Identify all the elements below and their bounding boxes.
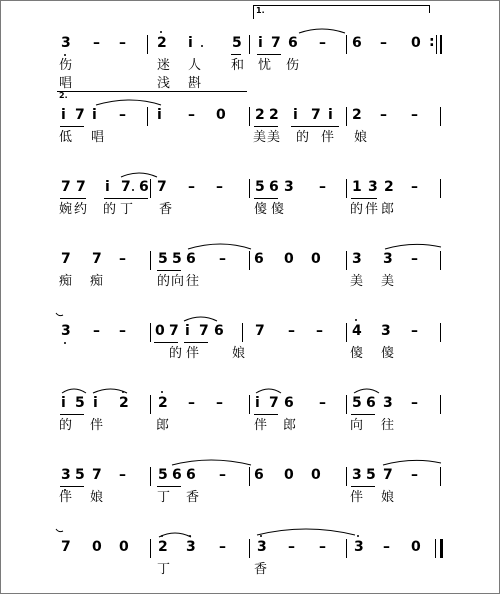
barline (346, 35, 347, 54)
note: 7 (269, 395, 279, 411)
volta-bracket (57, 91, 247, 92)
dash: – (411, 323, 418, 339)
underline (157, 270, 181, 271)
note: 7 (199, 323, 209, 339)
note: 3 (381, 323, 391, 339)
dash: – (219, 251, 226, 267)
note: 0 (155, 323, 165, 339)
staff-system-8 (1, 525, 499, 581)
barline (150, 395, 151, 414)
note: 7 (169, 323, 179, 339)
lyric: 伤 (286, 58, 300, 73)
note: i (157, 107, 162, 123)
note: 3 (61, 467, 71, 483)
note: 6 (288, 35, 298, 51)
underline (254, 198, 278, 199)
lyric: 浅 (157, 76, 171, 91)
barline (346, 467, 347, 486)
lyric: 的 (59, 418, 73, 433)
note: 5 (158, 251, 168, 267)
dash: – (316, 323, 323, 339)
lyric: 往 (381, 418, 395, 433)
lyric: 的 (350, 202, 364, 217)
note: 7 (311, 107, 321, 123)
high-dot (160, 31, 162, 33)
note: i (61, 107, 66, 123)
lyric: 傻 (271, 202, 285, 217)
lyric: 美 (267, 130, 281, 145)
volta-label: 2. (59, 91, 68, 100)
note: 3 (352, 251, 362, 267)
note: 2 (255, 107, 265, 123)
lyric: 的 (103, 202, 117, 217)
dash: – (188, 179, 195, 195)
barline (440, 179, 441, 198)
note: 6 (284, 395, 294, 411)
lyric: 娘 (354, 130, 368, 145)
barline (150, 323, 151, 342)
note: 3 (257, 539, 267, 555)
dash: – (119, 323, 126, 339)
dash: – (319, 539, 326, 555)
lyric: 向 (171, 274, 185, 289)
dash: – (188, 107, 195, 123)
note: 7 (383, 467, 393, 483)
lyric: 的 (157, 274, 171, 289)
note: 5 (255, 179, 265, 195)
barline (150, 179, 151, 198)
high-dot (189, 535, 191, 537)
lyric: 伴 (90, 418, 104, 433)
barline (346, 323, 347, 342)
underline (60, 198, 86, 199)
lyric: 低 (59, 130, 73, 145)
dot (132, 189, 134, 191)
note: i (92, 107, 97, 123)
lyric: 傻 (350, 346, 364, 361)
lyric: 伴 (365, 202, 379, 217)
lyric: 美 (350, 274, 364, 289)
dash: – (411, 179, 418, 195)
lyric: 郎 (283, 418, 297, 433)
note: 7 (61, 179, 71, 195)
lyric: 人 (188, 58, 202, 73)
note: i (185, 323, 190, 339)
note: i (93, 395, 98, 411)
low-dot (64, 54, 66, 56)
note: 5 (232, 35, 242, 51)
note: 5 (366, 467, 376, 483)
lyric: 伴 (59, 490, 73, 505)
dash: – (411, 107, 418, 123)
lyric: 郎 (156, 418, 170, 433)
note: 5 (158, 467, 168, 483)
volta-bracket (253, 5, 254, 19)
lyric: 唱 (59, 76, 73, 91)
note: 0 (92, 539, 102, 555)
high-dot (357, 535, 359, 537)
staff-system-1 (1, 6, 499, 91)
dash: – (411, 467, 418, 483)
lyric: 郎 (381, 202, 395, 217)
underline (184, 342, 208, 343)
note: 3 (383, 395, 393, 411)
note: 7 (92, 467, 102, 483)
slur-marks (1, 21, 499, 77)
note: 3 (383, 251, 393, 267)
note: i (255, 395, 260, 411)
lyric: 美 (253, 130, 267, 145)
note: 0 (311, 251, 321, 267)
barline (150, 539, 151, 558)
underline (104, 198, 148, 199)
lyric: 唱 (91, 130, 105, 145)
lyric: 香 (159, 202, 173, 217)
lyric: 痴 (59, 274, 73, 289)
dash: – (119, 107, 126, 123)
barline (249, 35, 250, 54)
lyric: 伴 (321, 130, 335, 145)
lyric: 美 (381, 274, 395, 289)
lyric: 向 (350, 418, 364, 433)
barline (249, 107, 250, 126)
low-dot (64, 342, 66, 344)
note: i (105, 179, 110, 195)
barline (249, 467, 250, 486)
note: 5 (172, 251, 182, 267)
note: 0 (119, 539, 129, 555)
note: 2 (384, 179, 394, 195)
note: 5 (75, 395, 85, 411)
high-dot (161, 391, 163, 393)
barline (346, 395, 347, 414)
note: 5 (352, 395, 362, 411)
underline (154, 342, 178, 343)
barline (440, 467, 441, 486)
dash: – (216, 179, 223, 195)
lyric: 往 (186, 274, 200, 289)
note: 0 (216, 107, 226, 123)
final-barline (435, 539, 436, 558)
barline (440, 251, 441, 270)
dash: – (188, 395, 195, 411)
note: 7 (157, 179, 167, 195)
dash: – (288, 323, 295, 339)
note: 3 (61, 323, 71, 339)
dash: – (119, 467, 126, 483)
note: 3 (186, 539, 196, 555)
underline (254, 126, 278, 127)
dash: – (319, 35, 326, 51)
barline (249, 539, 250, 558)
dash: – (219, 539, 226, 555)
lyric: 丁 (157, 490, 171, 505)
note: 6 (186, 251, 196, 267)
note: 5 (75, 467, 85, 483)
underline (231, 54, 241, 55)
final-barline-thick (440, 539, 443, 558)
dash: – (383, 539, 390, 555)
note: 6 (254, 251, 264, 267)
dash: – (93, 35, 100, 51)
note: 2 (158, 395, 168, 411)
barline (147, 107, 148, 126)
dash: – (219, 467, 226, 483)
underline (351, 414, 375, 415)
staff-system-4 (1, 237, 499, 293)
note: 3 (61, 35, 71, 51)
barline (440, 107, 441, 126)
lyric: 傻 (381, 346, 395, 361)
barline (150, 467, 151, 486)
note: 0 (284, 251, 294, 267)
underline (351, 198, 377, 199)
barline (346, 539, 347, 558)
staff-system-3 (1, 165, 499, 221)
lyric: 娘 (90, 490, 104, 505)
lyric: 伴 (254, 418, 268, 433)
note: 3 (284, 179, 294, 195)
barline (249, 395, 250, 414)
lyric: 忧 (258, 58, 272, 73)
high-dot (355, 319, 357, 321)
underline (254, 414, 278, 415)
barline-thick (440, 35, 442, 54)
note: 6 (139, 179, 149, 195)
barline (147, 35, 148, 54)
dash: – (119, 251, 126, 267)
barline (249, 251, 250, 270)
lyric: 伴 (186, 346, 200, 361)
barline (249, 179, 250, 198)
note: 2 (158, 539, 168, 555)
lyric: 丁 (120, 202, 134, 217)
note: 6 (254, 467, 264, 483)
barline (346, 251, 347, 270)
dash: – (216, 395, 223, 411)
note: 7 (121, 179, 131, 195)
note: i (258, 35, 263, 51)
lyric: 婉 (59, 202, 73, 217)
lyric: 香 (186, 490, 200, 505)
note: 0 (311, 467, 321, 483)
lyric: 的 (169, 346, 183, 361)
note: 2 (157, 35, 167, 51)
staff-system-5 (1, 309, 499, 365)
staff-system-2 (1, 93, 499, 149)
note: 2 (269, 107, 279, 123)
underline (60, 126, 84, 127)
underline (351, 486, 375, 487)
high-dot (260, 535, 262, 537)
note: 4 (352, 323, 362, 339)
lyric: 香 (254, 562, 268, 577)
note: 3 (368, 179, 378, 195)
lyric: 伤 (59, 58, 73, 73)
note: 7 (75, 107, 85, 123)
note: i (328, 107, 333, 123)
lyric: 痴 (90, 274, 104, 289)
underline (157, 486, 181, 487)
underline (291, 126, 339, 127)
note: 7 (255, 323, 265, 339)
dash: – (93, 323, 100, 339)
lyric: 傻 (254, 202, 268, 217)
lyric: 娘 (232, 346, 246, 361)
dash: – (380, 107, 387, 123)
lyric: 的 (296, 130, 310, 145)
barline (436, 35, 437, 54)
dash: – (411, 395, 418, 411)
staff-system-6 (1, 381, 499, 437)
lyric: 娘 (381, 490, 395, 505)
note: 6 (366, 395, 376, 411)
staff-system-7 (1, 453, 499, 509)
repeat-dots: : (429, 34, 435, 50)
note: i (188, 35, 193, 51)
note: 7 (92, 251, 102, 267)
note: 3 (352, 467, 362, 483)
note: 7 (61, 539, 71, 555)
note: 0 (284, 467, 294, 483)
underline (60, 486, 84, 487)
note: 6 (352, 35, 362, 51)
note: 2 (352, 107, 362, 123)
lyric: 丁 (157, 562, 171, 577)
note: 0 (411, 35, 421, 51)
note: 6 (269, 179, 279, 195)
volta-label: 1. (256, 6, 265, 15)
barline (346, 107, 347, 126)
lyric: 和 (231, 58, 245, 73)
note: 7 (61, 251, 71, 267)
note: 6 (214, 323, 224, 339)
barline (150, 251, 151, 270)
barline (440, 323, 441, 342)
note: 7 (76, 179, 86, 195)
note: 3 (354, 539, 364, 555)
note: 6 (172, 467, 182, 483)
note: 1 (352, 179, 362, 195)
barline (242, 323, 243, 342)
barline (440, 395, 441, 414)
barline (346, 179, 347, 198)
dot (201, 45, 203, 47)
note: 6 (186, 467, 196, 483)
dash: – (119, 35, 126, 51)
underline (257, 54, 281, 55)
underline (60, 414, 84, 415)
note: 7 (271, 35, 281, 51)
lyric: 约 (74, 202, 88, 217)
lyric: 伴 (350, 490, 364, 505)
lyric: 迷 (157, 58, 171, 73)
note: i (293, 107, 298, 123)
note: i (61, 395, 66, 411)
high-dot (161, 535, 163, 537)
dash: – (411, 251, 418, 267)
note: 0 (411, 539, 421, 555)
note: 2 (119, 395, 129, 411)
dash: – (288, 539, 295, 555)
high-dot (122, 391, 124, 393)
dash: – (380, 35, 387, 51)
dash: – (319, 179, 326, 195)
lyric: 斟 (188, 76, 202, 91)
dash: – (319, 395, 326, 411)
